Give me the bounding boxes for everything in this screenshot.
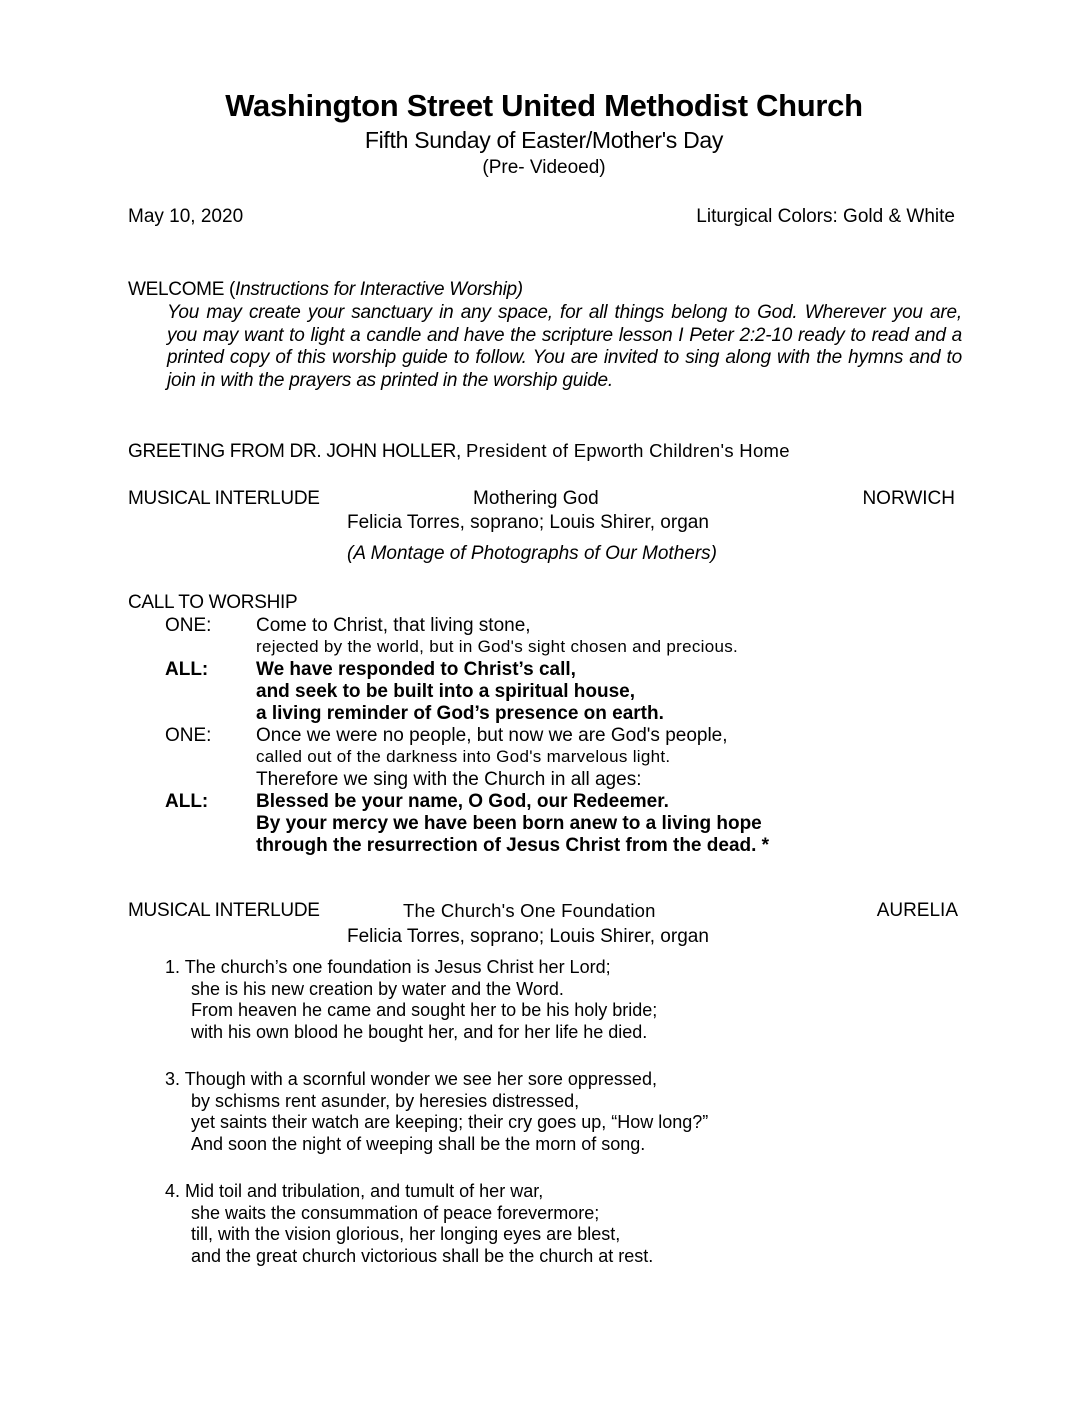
litany-text: and seek to be built into a spiritual house,	[256, 681, 635, 702]
litany-text: Come to Christ, that living stone,	[256, 615, 531, 636]
hymn-line: And soon the night of weeping shall be the morn of song.	[191, 1134, 646, 1155]
interlude-1-heading: MUSICAL INTERLUDE	[128, 488, 320, 509]
interlude-1-title: Mothering God	[473, 488, 599, 509]
litany-row	[165, 769, 965, 791]
hymn-line: she waits the consummation of peace forevermore;	[191, 1202, 600, 1223]
hymn-verse	[165, 1181, 965, 1268]
hymn-line: yet saints their watch are keeping; their cry goes up, “How long?”	[191, 1112, 709, 1133]
litany-text: Once we were no people, but now we are God's people,	[256, 725, 728, 746]
litany-row	[165, 615, 965, 637]
litany-row	[165, 637, 965, 659]
litany-row	[165, 659, 965, 681]
hymn-line: From heaven he came and sought her to be his holy bride;	[191, 1000, 658, 1021]
service-date: May 10, 2020	[128, 206, 244, 227]
hymn-line: 4. Mid toil and tribulation, and tumult of her war,	[165, 1181, 544, 1201]
litany-text: a living reminder of God’s presence on earth.	[256, 703, 664, 724]
litany-text: rejected by the world, but in God's sight chosen and precious.	[256, 637, 739, 656]
service-note: (Pre- Videoed)	[482, 157, 606, 178]
litany-row	[165, 835, 965, 857]
litany-speaker: ALL:	[165, 791, 209, 812]
hymn-line: 1. The church’s one foundation is Jesus Christ her Lord;	[165, 957, 611, 977]
litany-text: By your mercy we have been born anew to a living hope	[256, 813, 762, 834]
litany-text: Blessed be your name, O God, our Redeemer.	[256, 791, 669, 812]
litany-row	[165, 703, 965, 725]
litany-text: We have responded to Christ’s call,	[256, 659, 576, 680]
litany-row	[165, 681, 965, 703]
litany-text: called out of the darkness into God's marvelous light.	[256, 747, 671, 766]
church-title: Washington Street United Methodist Church	[225, 88, 863, 123]
interlude-2-tune: AURELIA	[876, 900, 958, 921]
interlude-1-performers: Felicia Torres, soprano; Louis Shirer, organ	[347, 512, 709, 533]
litany-row	[165, 747, 965, 769]
interlude-2-title: The Church's One Foundation	[403, 900, 656, 921]
litany-row	[165, 725, 965, 747]
liturgical-colors: Liturgical Colors: Gold & White	[696, 206, 955, 227]
hymn-verse	[165, 957, 965, 1044]
hymn-line: she is his new creation by water and the Word.	[191, 978, 564, 999]
hymn-line: with his own blood he bought her, and for her life he died.	[191, 1022, 648, 1043]
greeting-heading	[128, 440, 790, 463]
interlude-2-performers: Felicia Torres, soprano; Louis Shirer, organ	[347, 926, 709, 947]
litany-speaker: ALL:	[165, 659, 209, 680]
welcome-text: You may create your sanctuary in any space, for all things belong to God. Wherever you are, you may want to light a candle and have the scripture lesson I Peter 2:2-10 ready to read and a printed copy of this worship guide to follow. You are invited to sing along with the hymns and to join in with the prayers as printed in the worship guide.	[167, 302, 962, 391]
greeting-label: GREETING FROM DR. JOHN HOLLER,	[128, 441, 462, 462]
welcome-heading	[128, 279, 523, 301]
hymn-line: 3. Though with a scornful wonder we see her sore oppressed,	[165, 1069, 657, 1089]
litany-speaker: ONE:	[165, 725, 212, 746]
service-subtitle: Fifth Sunday of Easter/Mother's Day	[364, 127, 724, 153]
hymn-verse	[165, 1069, 965, 1156]
interlude-1-note: (A Montage of Photographs of Our Mothers)	[347, 543, 717, 564]
litany-text: Therefore we sing with the Church in all ages:	[256, 769, 642, 790]
greeting-detail: President of Epworth Children's Home	[466, 440, 790, 461]
call-to-worship-heading: CALL TO WORSHIP	[128, 592, 298, 613]
hymn-line: by schisms rent asunder, by heresies distressed,	[191, 1090, 580, 1111]
welcome-label: WELCOME (	[128, 279, 236, 300]
hymn-line: till, with the vision glorious, her longing eyes are blest,	[191, 1224, 621, 1245]
interlude-2-heading: MUSICAL INTERLUDE	[128, 900, 320, 921]
welcome-instructions: Instructions for Interactive Worship)	[235, 279, 523, 300]
interlude-1-tune: NORWICH	[862, 488, 955, 509]
call-to-worship-litany	[165, 615, 965, 857]
litany-row	[165, 813, 965, 835]
litany-row	[165, 791, 965, 813]
litany-text: through the resurrection of Jesus Christ from the dead. *	[256, 835, 770, 856]
hymn-line: and the great church victorious shall be the church at rest.	[191, 1246, 654, 1267]
litany-speaker: ONE:	[165, 615, 212, 636]
